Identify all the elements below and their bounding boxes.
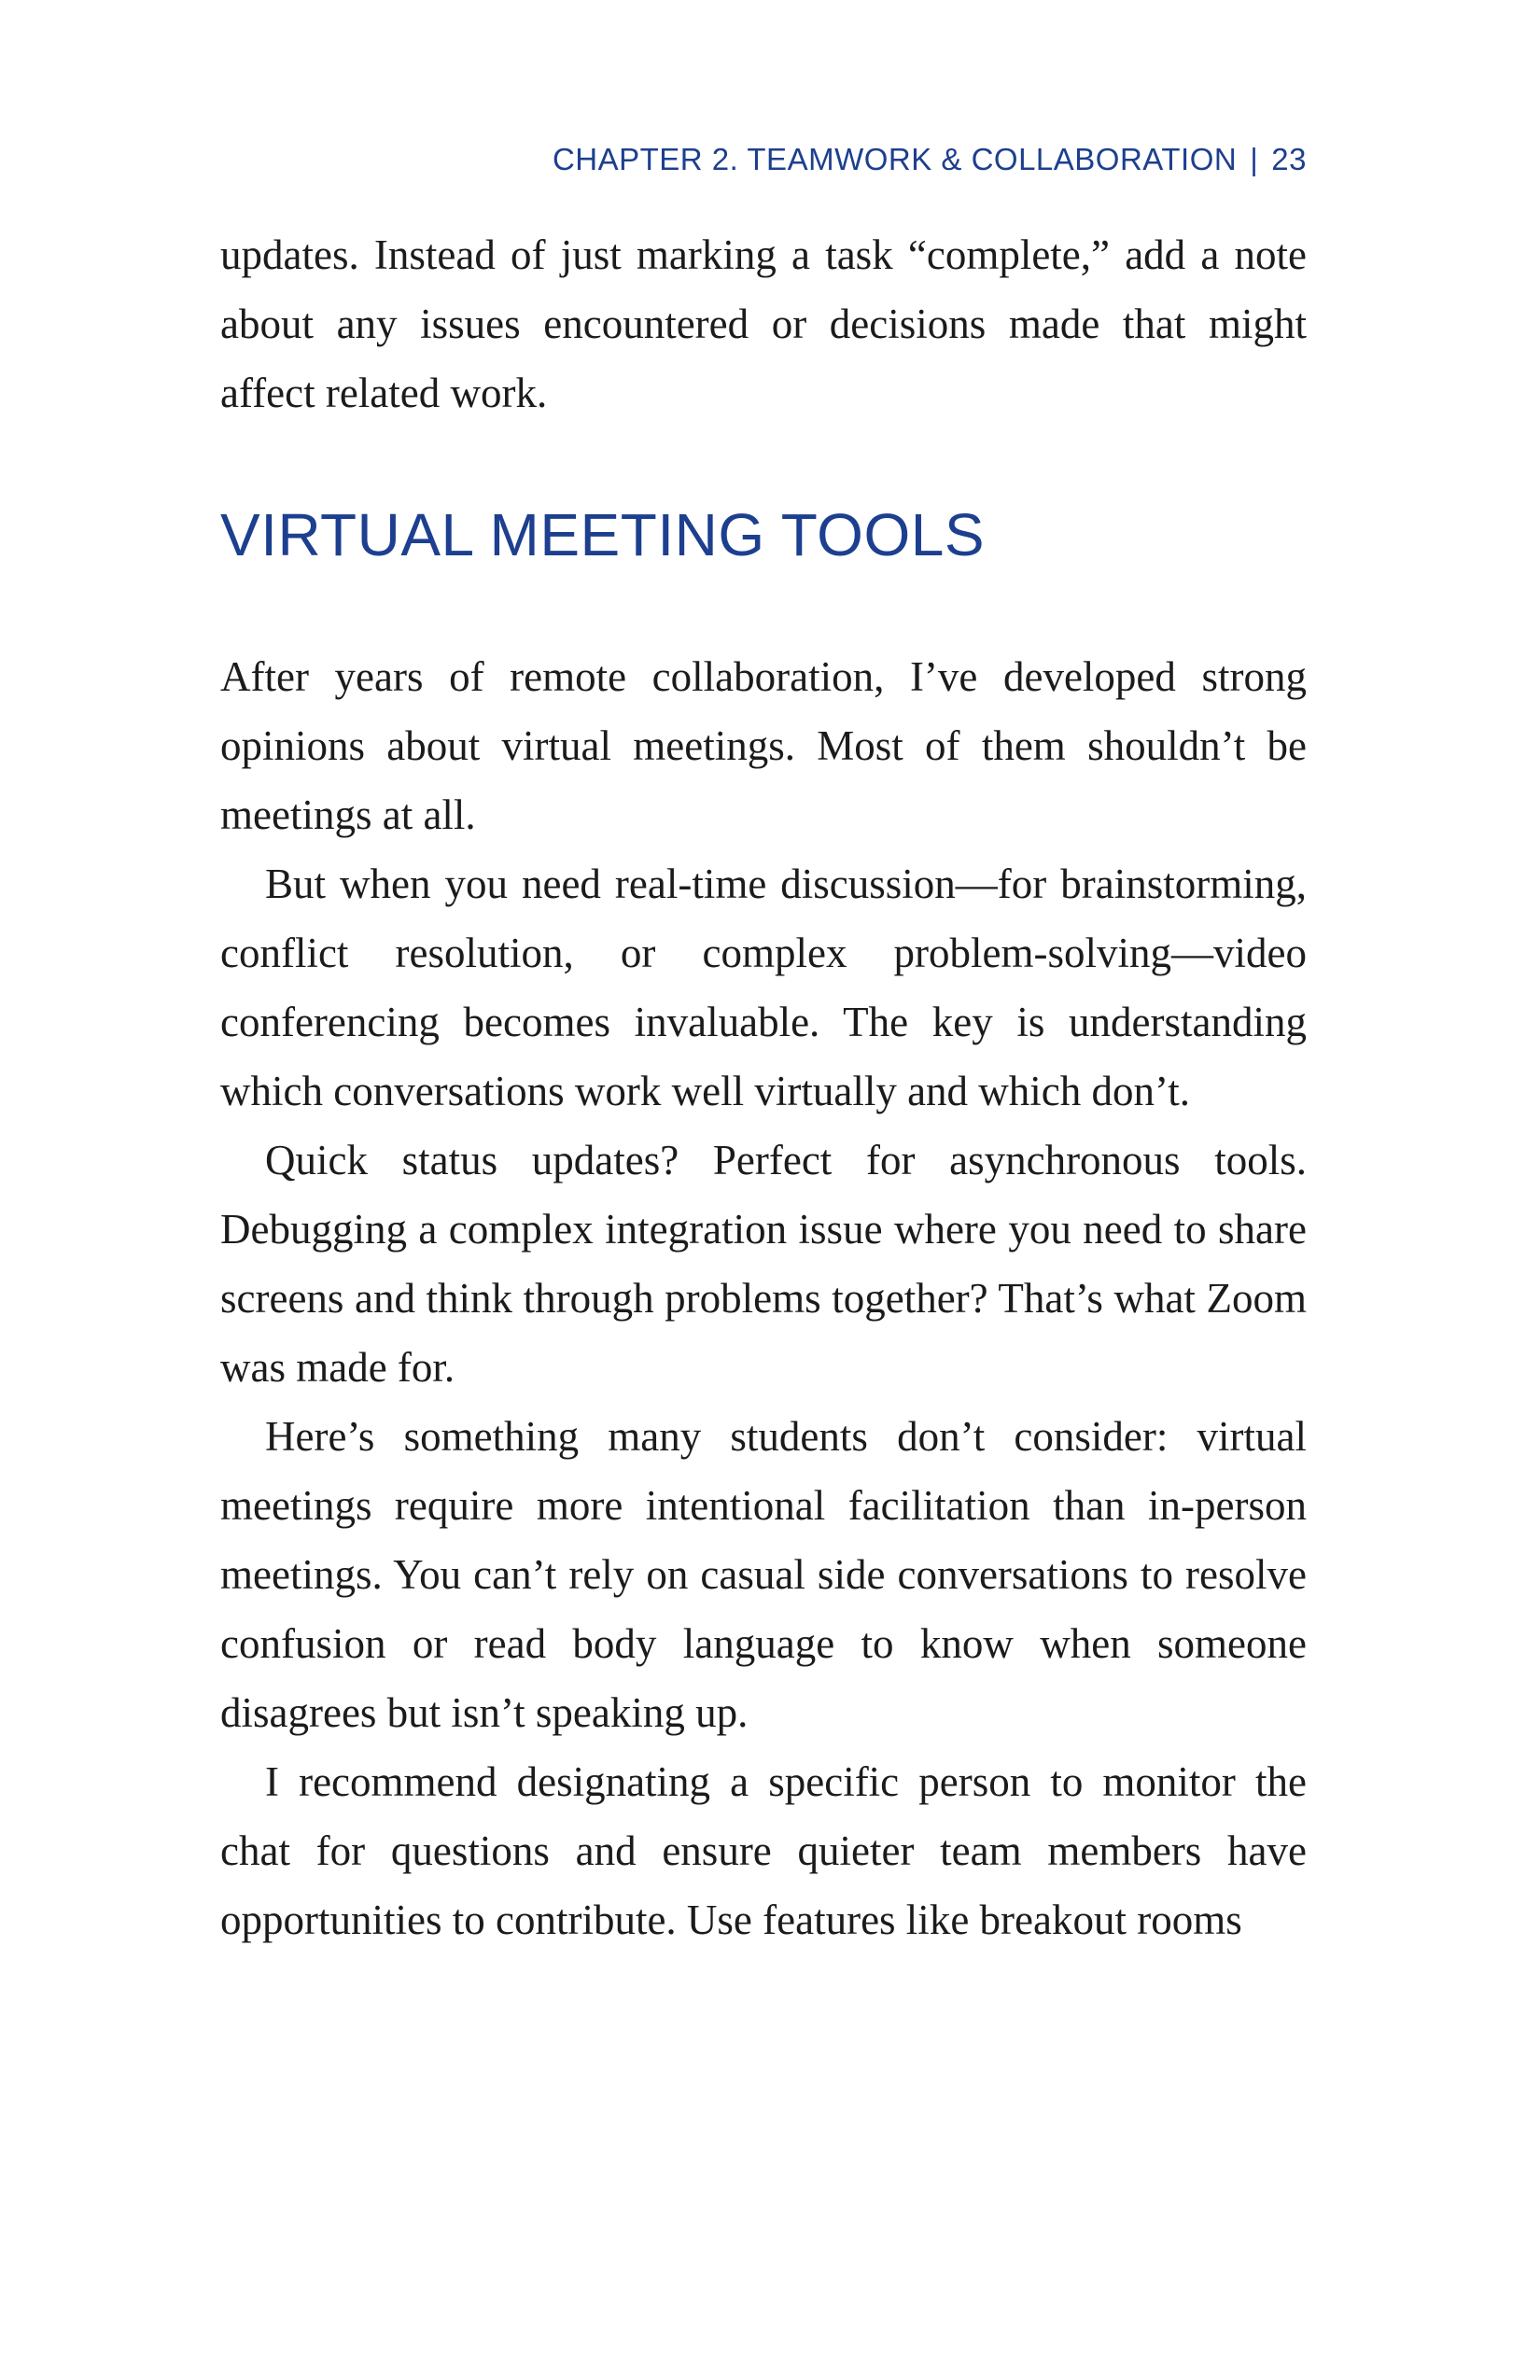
paragraph-1: After years of remote collaboration, I’ve developed strong opinions about virtual meetings. Most of them shouldn’t be meetings at all. [220,653,1307,838]
section-heading: VIRTUAL MEETING TOOLS [220,501,985,568]
paragraph-2: But when you need real-time discussion—for brainstorming, conflict resolution, or complex problem-solving—video conferencing becomes invaluable. The key is understanding which conversations work well virtually and which don’t. [220,861,1307,1114]
header-separator: | [1250,142,1259,176]
paragraph-3: Quick status updates? Perfect for asynchronous tools. Debugging a complex integration issue where you need to share screens and think through problems together? That’s what Zoom was made for. [220,1137,1307,1391]
running-header [220,142,1307,177]
section-body [220,642,1307,1954]
paragraph-4: Here’s something many students don’t consider: virtual meetings require more intentional facilitation than in-person meetings. You can’t rely on casual side conversations to resolve confusion or read body language to know when someone disagrees but isn’t speaking up. [220,1413,1307,1736]
page-number: 23 [1271,142,1307,176]
continuation-paragraph: updates. Instead of just marking a task “complete,” add a note about any issues encountered or decisions made that might affect related work. [220,231,1307,416]
chapter-title: CHAPTER 2. TEAMWORK & COLLABORATION [552,142,1238,176]
paragraph-5: I recommend designating a specific person to monitor the chat for questions and ensure quieter team members have opportunities to contribute. Use features like breakout rooms [220,1758,1307,1943]
continuation-block [220,220,1307,427]
